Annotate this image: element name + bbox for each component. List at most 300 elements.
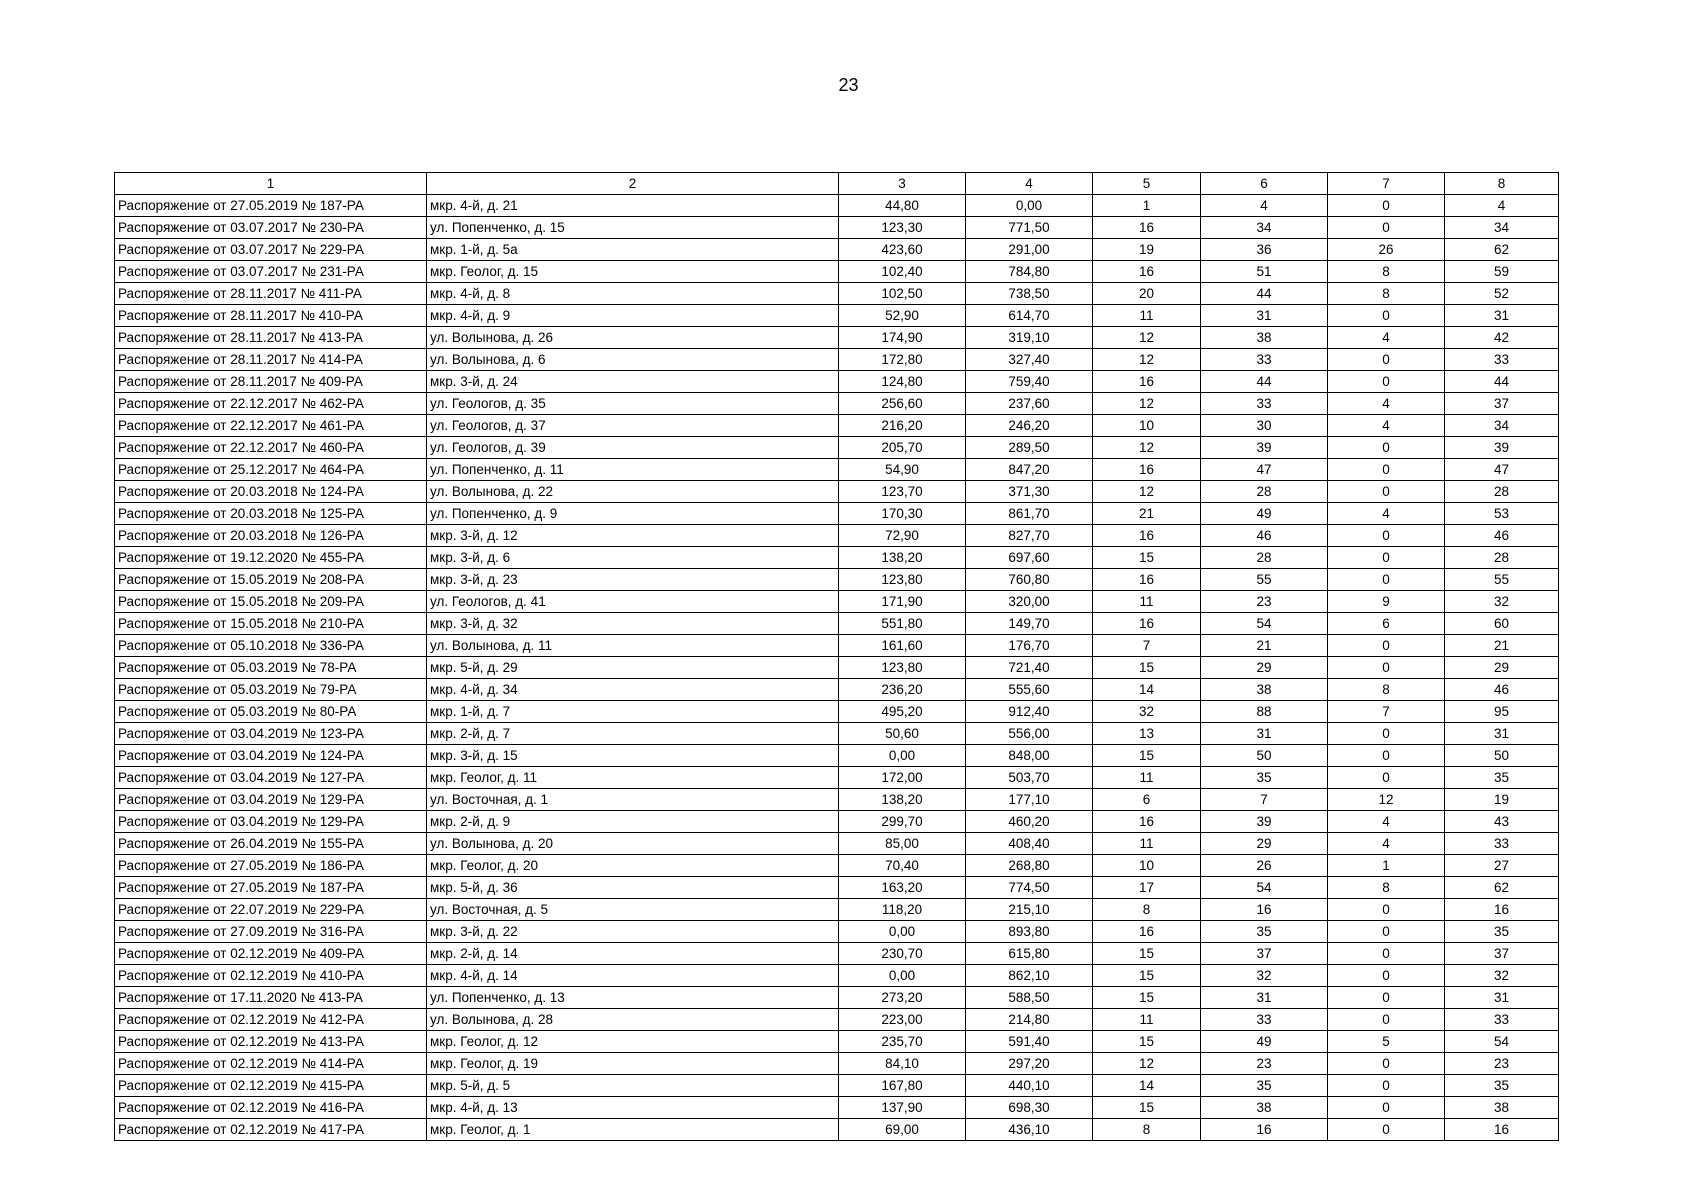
address-cell: мкр. Геолог, д. 15	[427, 261, 839, 283]
order-cell: Распоряжение от 27.05.2019 № 187-РА	[115, 195, 427, 217]
value-cell: 8	[1093, 899, 1201, 921]
value-cell: 20	[1093, 283, 1201, 305]
column-header-6: 6	[1201, 173, 1328, 195]
order-cell: Распоряжение от 20.03.2018 № 126-РА	[115, 525, 427, 547]
value-cell: 291,00	[966, 239, 1093, 261]
table-row	[115, 481, 1559, 503]
order-cell: Распоряжение от 22.12.2017 № 460-РА	[115, 437, 427, 459]
value-cell: 6	[1093, 789, 1201, 811]
order-cell: Распоряжение от 27.05.2019 № 187-РА	[115, 877, 427, 899]
value-cell: 0	[1328, 1075, 1445, 1097]
value-cell: 10	[1093, 415, 1201, 437]
address-cell: мкр. 4-й, д. 9	[427, 305, 839, 327]
value-cell: 28	[1201, 547, 1328, 569]
address-cell: ул. Волынова, д. 6	[427, 349, 839, 371]
value-cell: 54,90	[839, 459, 966, 481]
table-row	[115, 789, 1559, 811]
value-cell: 11	[1093, 1009, 1201, 1031]
value-cell: 34	[1201, 217, 1328, 239]
table-row	[115, 261, 1559, 283]
value-cell: 16	[1093, 217, 1201, 239]
value-cell: 15	[1093, 965, 1201, 987]
order-cell: Распоряжение от 05.10.2018 № 336-РА	[115, 635, 427, 657]
value-cell: 44	[1201, 371, 1328, 393]
value-cell: 0,00	[839, 921, 966, 943]
value-cell: 555,60	[966, 679, 1093, 701]
order-cell: Распоряжение от 19.12.2020 № 455-РА	[115, 547, 427, 569]
value-cell: 8	[1328, 283, 1445, 305]
value-cell: 556,00	[966, 723, 1093, 745]
address-cell: ул. Восточная, д. 5	[427, 899, 839, 921]
value-cell: 215,10	[966, 899, 1093, 921]
order-cell: Распоряжение от 05.03.2019 № 80-РА	[115, 701, 427, 723]
table-row	[115, 1053, 1559, 1075]
value-cell: 16	[1093, 261, 1201, 283]
table-row	[115, 943, 1559, 965]
value-cell: 0	[1328, 217, 1445, 239]
value-cell: 847,20	[966, 459, 1093, 481]
value-cell: 7	[1328, 701, 1445, 723]
value-cell: 0	[1328, 1053, 1445, 1075]
value-cell: 784,80	[966, 261, 1093, 283]
order-cell: Распоряжение от 03.07.2017 № 230-РА	[115, 217, 427, 239]
table-row	[115, 1009, 1559, 1031]
value-cell: 827,70	[966, 525, 1093, 547]
table-row	[115, 855, 1559, 877]
header-row	[115, 173, 1559, 195]
table-row	[115, 547, 1559, 569]
value-cell: 27	[1445, 855, 1559, 877]
order-cell: Распоряжение от 02.12.2019 № 413-РА	[115, 1031, 427, 1053]
value-cell: 31	[1201, 987, 1328, 1009]
address-cell: мкр. 2-й, д. 9	[427, 811, 839, 833]
address-cell: мкр. Геолог, д. 12	[427, 1031, 839, 1053]
value-cell: 436,10	[966, 1119, 1093, 1141]
address-cell: ул. Геологов, д. 35	[427, 393, 839, 415]
value-cell: 4	[1328, 415, 1445, 437]
column-header-8: 8	[1445, 173, 1559, 195]
value-cell: 861,70	[966, 503, 1093, 525]
value-cell: 216,20	[839, 415, 966, 437]
value-cell: 16	[1445, 899, 1559, 921]
value-cell: 54	[1201, 877, 1328, 899]
address-cell: ул. Волынова, д. 22	[427, 481, 839, 503]
value-cell: 32	[1445, 591, 1559, 613]
value-cell: 0	[1328, 195, 1445, 217]
value-cell: 273,20	[839, 987, 966, 1009]
value-cell: 49	[1201, 503, 1328, 525]
order-cell: Распоряжение от 28.11.2017 № 411-РА	[115, 283, 427, 305]
value-cell: 8	[1328, 877, 1445, 899]
table-row	[115, 635, 1559, 657]
table-row	[115, 1119, 1559, 1141]
value-cell: 170,30	[839, 503, 966, 525]
address-cell: ул. Попенченко, д. 13	[427, 987, 839, 1009]
data-table	[114, 172, 1559, 1141]
value-cell: 862,10	[966, 965, 1093, 987]
table-row	[115, 195, 1559, 217]
value-cell: 35	[1445, 921, 1559, 943]
value-cell: 738,50	[966, 283, 1093, 305]
table-row	[115, 899, 1559, 921]
value-cell: 44	[1445, 371, 1559, 393]
value-cell: 123,80	[839, 569, 966, 591]
address-cell: мкр. 1-й, д. 5а	[427, 239, 839, 261]
value-cell: 11	[1093, 767, 1201, 789]
value-cell: 23	[1445, 1053, 1559, 1075]
address-cell: мкр. 5-й, д. 29	[427, 657, 839, 679]
value-cell: 176,70	[966, 635, 1093, 657]
order-cell: Распоряжение от 02.12.2019 № 417-РА	[115, 1119, 427, 1141]
value-cell: 69,00	[839, 1119, 966, 1141]
table-row	[115, 965, 1559, 987]
table-row	[115, 767, 1559, 789]
table-row	[115, 613, 1559, 635]
value-cell: 28	[1201, 481, 1328, 503]
address-cell: мкр. 5-й, д. 5	[427, 1075, 839, 1097]
value-cell: 174,90	[839, 327, 966, 349]
value-cell: 72,90	[839, 525, 966, 547]
address-cell: ул. Волынова, д. 20	[427, 833, 839, 855]
value-cell: 21	[1445, 635, 1559, 657]
value-cell: 50,60	[839, 723, 966, 745]
value-cell: 55	[1445, 569, 1559, 591]
order-cell: Распоряжение от 03.07.2017 № 229-РА	[115, 239, 427, 261]
table-row	[115, 1075, 1559, 1097]
value-cell: 14	[1093, 1075, 1201, 1097]
value-cell: 23	[1201, 591, 1328, 613]
value-cell: 0	[1328, 459, 1445, 481]
value-cell: 46	[1445, 525, 1559, 547]
value-cell: 88	[1201, 701, 1328, 723]
value-cell: 4	[1201, 195, 1328, 217]
value-cell: 33	[1201, 393, 1328, 415]
address-cell: ул. Попенченко, д. 11	[427, 459, 839, 481]
order-cell: Распоряжение от 15.05.2019 № 208-РА	[115, 569, 427, 591]
value-cell: 759,40	[966, 371, 1093, 393]
value-cell: 297,20	[966, 1053, 1093, 1075]
table-row	[115, 415, 1559, 437]
value-cell: 31	[1201, 305, 1328, 327]
value-cell: 440,10	[966, 1075, 1093, 1097]
value-cell: 28	[1445, 481, 1559, 503]
order-cell: Распоряжение от 28.11.2017 № 413-РА	[115, 327, 427, 349]
value-cell: 10	[1093, 855, 1201, 877]
address-cell: ул. Попенченко, д. 9	[427, 503, 839, 525]
value-cell: 16	[1093, 569, 1201, 591]
value-cell: 11	[1093, 833, 1201, 855]
value-cell: 16	[1093, 921, 1201, 943]
value-cell: 893,80	[966, 921, 1093, 943]
value-cell: 0	[1328, 525, 1445, 547]
order-cell: Распоряжение от 03.04.2019 № 129-РА	[115, 811, 427, 833]
column-header-1: 1	[115, 173, 427, 195]
address-cell: мкр. 4-й, д. 14	[427, 965, 839, 987]
value-cell: 235,70	[839, 1031, 966, 1053]
table-row	[115, 745, 1559, 767]
value-cell: 26	[1328, 239, 1445, 261]
value-cell: 161,60	[839, 635, 966, 657]
value-cell: 50	[1445, 745, 1559, 767]
value-cell: 223,00	[839, 1009, 966, 1031]
value-cell: 124,80	[839, 371, 966, 393]
value-cell: 35	[1201, 767, 1328, 789]
value-cell: 85,00	[839, 833, 966, 855]
value-cell: 29	[1201, 657, 1328, 679]
value-cell: 34	[1445, 415, 1559, 437]
value-cell: 171,90	[839, 591, 966, 613]
table-row	[115, 393, 1559, 415]
value-cell: 503,70	[966, 767, 1093, 789]
value-cell: 551,80	[839, 613, 966, 635]
value-cell: 7	[1093, 635, 1201, 657]
value-cell: 4	[1328, 811, 1445, 833]
value-cell: 32	[1445, 965, 1559, 987]
address-cell: мкр. 4-й, д. 34	[427, 679, 839, 701]
value-cell: 588,50	[966, 987, 1093, 1009]
table-row	[115, 239, 1559, 261]
value-cell: 0	[1328, 987, 1445, 1009]
order-cell: Распоряжение от 15.05.2018 № 209-РА	[115, 591, 427, 613]
table-row	[115, 283, 1559, 305]
table-row	[115, 723, 1559, 745]
value-cell: 39	[1445, 437, 1559, 459]
address-cell: мкр. 2-й, д. 14	[427, 943, 839, 965]
table-row	[115, 437, 1559, 459]
value-cell: 9	[1328, 591, 1445, 613]
value-cell: 60	[1445, 613, 1559, 635]
value-cell: 12	[1093, 437, 1201, 459]
value-cell: 15	[1093, 745, 1201, 767]
address-cell: ул. Геологов, д. 41	[427, 591, 839, 613]
value-cell: 15	[1093, 1031, 1201, 1053]
address-cell: мкр. Геолог, д. 1	[427, 1119, 839, 1141]
value-cell: 13	[1093, 723, 1201, 745]
value-cell: 138,20	[839, 789, 966, 811]
address-cell: мкр. 3-й, д. 23	[427, 569, 839, 591]
value-cell: 17	[1093, 877, 1201, 899]
value-cell: 35	[1201, 921, 1328, 943]
order-cell: Распоряжение от 22.12.2017 № 461-РА	[115, 415, 427, 437]
value-cell: 33	[1201, 1009, 1328, 1031]
address-cell: ул. Геологов, д. 37	[427, 415, 839, 437]
address-cell: мкр. 1-й, д. 7	[427, 701, 839, 723]
value-cell: 4	[1328, 327, 1445, 349]
value-cell: 236,20	[839, 679, 966, 701]
value-cell: 327,40	[966, 349, 1093, 371]
table-row	[115, 1031, 1559, 1053]
value-cell: 39	[1201, 811, 1328, 833]
order-cell: Распоряжение от 02.12.2019 № 416-РА	[115, 1097, 427, 1119]
value-cell: 408,40	[966, 833, 1093, 855]
value-cell: 230,70	[839, 943, 966, 965]
value-cell: 44,80	[839, 195, 966, 217]
value-cell: 4	[1328, 393, 1445, 415]
value-cell: 423,60	[839, 239, 966, 261]
value-cell: 4	[1328, 833, 1445, 855]
value-cell: 12	[1093, 349, 1201, 371]
value-cell: 0	[1328, 305, 1445, 327]
value-cell: 33	[1445, 833, 1559, 855]
address-cell: мкр. Геолог, д. 19	[427, 1053, 839, 1075]
value-cell: 53	[1445, 503, 1559, 525]
value-cell: 721,40	[966, 657, 1093, 679]
value-cell: 15	[1093, 987, 1201, 1009]
value-cell: 19	[1445, 789, 1559, 811]
address-cell: мкр. 3-й, д. 6	[427, 547, 839, 569]
column-header-4: 4	[966, 173, 1093, 195]
address-cell: мкр. 3-й, д. 12	[427, 525, 839, 547]
value-cell: 760,80	[966, 569, 1093, 591]
value-cell: 8	[1328, 261, 1445, 283]
table-row	[115, 525, 1559, 547]
value-cell: 205,70	[839, 437, 966, 459]
value-cell: 0	[1328, 635, 1445, 657]
value-cell: 237,60	[966, 393, 1093, 415]
value-cell: 1	[1328, 855, 1445, 877]
value-cell: 495,20	[839, 701, 966, 723]
value-cell: 15	[1093, 1097, 1201, 1119]
order-cell: Распоряжение от 02.12.2019 № 414-РА	[115, 1053, 427, 1075]
table-row	[115, 305, 1559, 327]
value-cell: 14	[1093, 679, 1201, 701]
value-cell: 15	[1093, 657, 1201, 679]
value-cell: 0	[1328, 943, 1445, 965]
value-cell: 70,40	[839, 855, 966, 877]
value-cell: 44	[1201, 283, 1328, 305]
address-cell: мкр. 3-й, д. 22	[427, 921, 839, 943]
value-cell: 38	[1201, 1097, 1328, 1119]
value-cell: 31	[1445, 987, 1559, 1009]
table-row	[115, 701, 1559, 723]
value-cell: 172,80	[839, 349, 966, 371]
value-cell: 37	[1201, 943, 1328, 965]
value-cell: 6	[1328, 613, 1445, 635]
table-row	[115, 1097, 1559, 1119]
value-cell: 0,00	[839, 965, 966, 987]
value-cell: 118,20	[839, 899, 966, 921]
value-cell: 12	[1093, 1053, 1201, 1075]
value-cell: 33	[1445, 349, 1559, 371]
table-row	[115, 987, 1559, 1009]
value-cell: 0	[1328, 723, 1445, 745]
value-cell: 31	[1445, 723, 1559, 745]
value-cell: 52	[1445, 283, 1559, 305]
order-cell: Распоряжение от 02.12.2019 № 410-РА	[115, 965, 427, 987]
value-cell: 268,80	[966, 855, 1093, 877]
value-cell: 0,00	[839, 745, 966, 767]
table-row	[115, 327, 1559, 349]
address-cell: мкр. Геолог, д. 20	[427, 855, 839, 877]
value-cell: 0	[1328, 921, 1445, 943]
value-cell: 591,40	[966, 1031, 1093, 1053]
value-cell: 0	[1328, 657, 1445, 679]
address-cell: мкр. 3-й, д. 15	[427, 745, 839, 767]
value-cell: 30	[1201, 415, 1328, 437]
value-cell: 149,70	[966, 613, 1093, 635]
value-cell: 38	[1201, 327, 1328, 349]
value-cell: 38	[1445, 1097, 1559, 1119]
value-cell: 39	[1201, 437, 1328, 459]
value-cell: 16	[1201, 1119, 1328, 1141]
value-cell: 0	[1328, 745, 1445, 767]
value-cell: 0	[1328, 481, 1445, 503]
order-cell: Распоряжение от 05.03.2019 № 79-РА	[115, 679, 427, 701]
value-cell: 33	[1445, 1009, 1559, 1031]
value-cell: 0	[1328, 437, 1445, 459]
order-cell: Распоряжение от 22.12.2017 № 462-РА	[115, 393, 427, 415]
value-cell: 16	[1093, 371, 1201, 393]
order-cell: Распоряжение от 02.12.2019 № 415-РА	[115, 1075, 427, 1097]
value-cell: 35	[1445, 1075, 1559, 1097]
value-cell: 38	[1201, 679, 1328, 701]
value-cell: 35	[1445, 767, 1559, 789]
value-cell: 8	[1093, 1119, 1201, 1141]
value-cell: 0	[1328, 1119, 1445, 1141]
order-cell: Распоряжение от 27.05.2019 № 186-РА	[115, 855, 427, 877]
value-cell: 0	[1328, 547, 1445, 569]
value-cell: 54	[1445, 1031, 1559, 1053]
value-cell: 54	[1201, 613, 1328, 635]
value-cell: 12	[1328, 789, 1445, 811]
table-row	[115, 503, 1559, 525]
address-cell: мкр. 2-й, д. 7	[427, 723, 839, 745]
value-cell: 774,50	[966, 877, 1093, 899]
value-cell: 12	[1093, 481, 1201, 503]
table-row	[115, 921, 1559, 943]
order-cell: Распоряжение от 03.04.2019 № 123-РА	[115, 723, 427, 745]
order-cell: Распоряжение от 03.04.2019 № 127-РА	[115, 767, 427, 789]
column-header-2: 2	[427, 173, 839, 195]
address-cell: ул. Волынова, д. 26	[427, 327, 839, 349]
value-cell: 52,90	[839, 305, 966, 327]
value-cell: 59	[1445, 261, 1559, 283]
value-cell: 0	[1328, 349, 1445, 371]
value-cell: 123,80	[839, 657, 966, 679]
value-cell: 0	[1328, 899, 1445, 921]
value-cell: 50	[1201, 745, 1328, 767]
value-cell: 0	[1328, 569, 1445, 591]
value-cell: 371,30	[966, 481, 1093, 503]
value-cell: 49	[1201, 1031, 1328, 1053]
value-cell: 16	[1093, 613, 1201, 635]
address-cell: мкр. 5-й, д. 36	[427, 877, 839, 899]
value-cell: 32	[1093, 701, 1201, 723]
value-cell: 16	[1093, 811, 1201, 833]
value-cell: 11	[1093, 591, 1201, 613]
value-cell: 172,00	[839, 767, 966, 789]
value-cell: 12	[1093, 393, 1201, 415]
value-cell: 36	[1201, 239, 1328, 261]
value-cell: 43	[1445, 811, 1559, 833]
value-cell: 1	[1093, 195, 1201, 217]
value-cell: 46	[1201, 525, 1328, 547]
value-cell: 15	[1093, 943, 1201, 965]
value-cell: 167,80	[839, 1075, 966, 1097]
address-cell: ул. Волынова, д. 28	[427, 1009, 839, 1031]
address-cell: мкр. 3-й, д. 24	[427, 371, 839, 393]
value-cell: 62	[1445, 877, 1559, 899]
value-cell: 29	[1201, 833, 1328, 855]
value-cell: 47	[1445, 459, 1559, 481]
order-cell: Распоряжение от 05.03.2019 № 78-РА	[115, 657, 427, 679]
value-cell: 8	[1328, 679, 1445, 701]
value-cell: 771,50	[966, 217, 1093, 239]
value-cell: 4	[1328, 503, 1445, 525]
table-body	[115, 195, 1559, 1141]
value-cell: 32	[1201, 965, 1328, 987]
value-cell: 289,50	[966, 437, 1093, 459]
